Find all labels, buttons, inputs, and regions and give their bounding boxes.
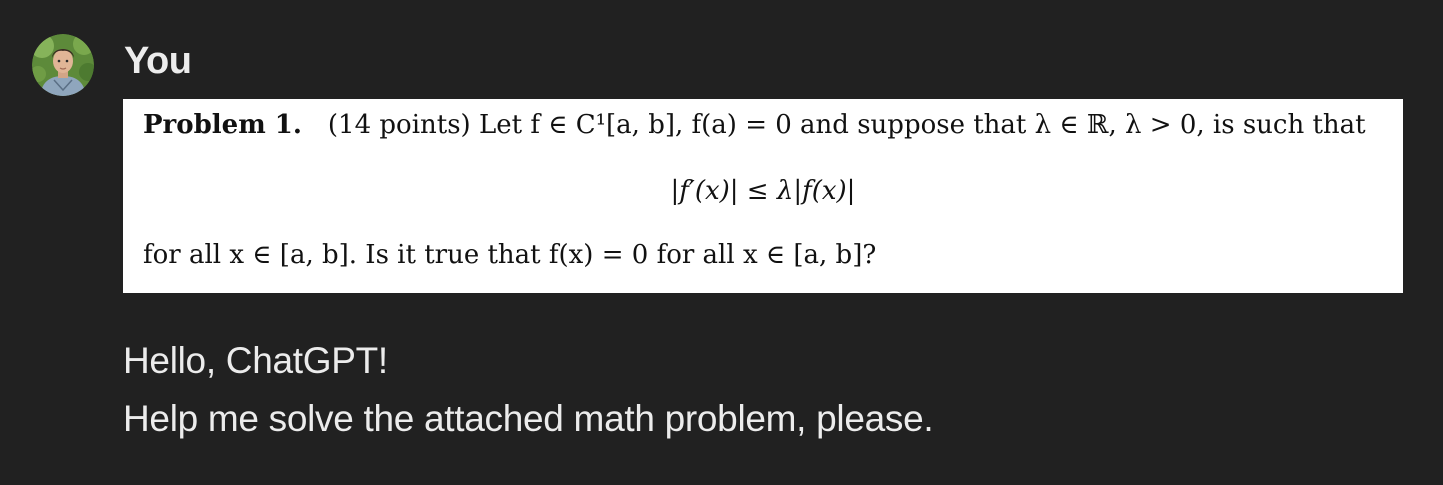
message-line-greeting: Hello, ChatGPT! bbox=[123, 340, 388, 381]
avatar[interactable] bbox=[32, 34, 94, 96]
message-text bbox=[123, 332, 933, 448]
problem-line-1 bbox=[143, 109, 1366, 141]
author-name: You bbox=[124, 40, 192, 82]
problem-statement: (14 points) Let f ∈ C¹[a, b], f(a) = 0 and suppose that λ ∈ ℝ, λ > 0, is such that bbox=[327, 110, 1366, 140]
user-photo-icon bbox=[32, 34, 94, 96]
problem-question: for all x ∈ [a, b]. Is it true that f(x) = 0 for all x ∈ [a, b]? bbox=[143, 240, 877, 270]
attached-image[interactable] bbox=[123, 99, 1403, 293]
problem-label: Problem 1. bbox=[143, 110, 302, 140]
problem-equation: |f′(x)| ≤ λ|f(x)| bbox=[670, 176, 856, 206]
message-line-request: Help me solve the attached math problem, please. bbox=[123, 398, 934, 439]
